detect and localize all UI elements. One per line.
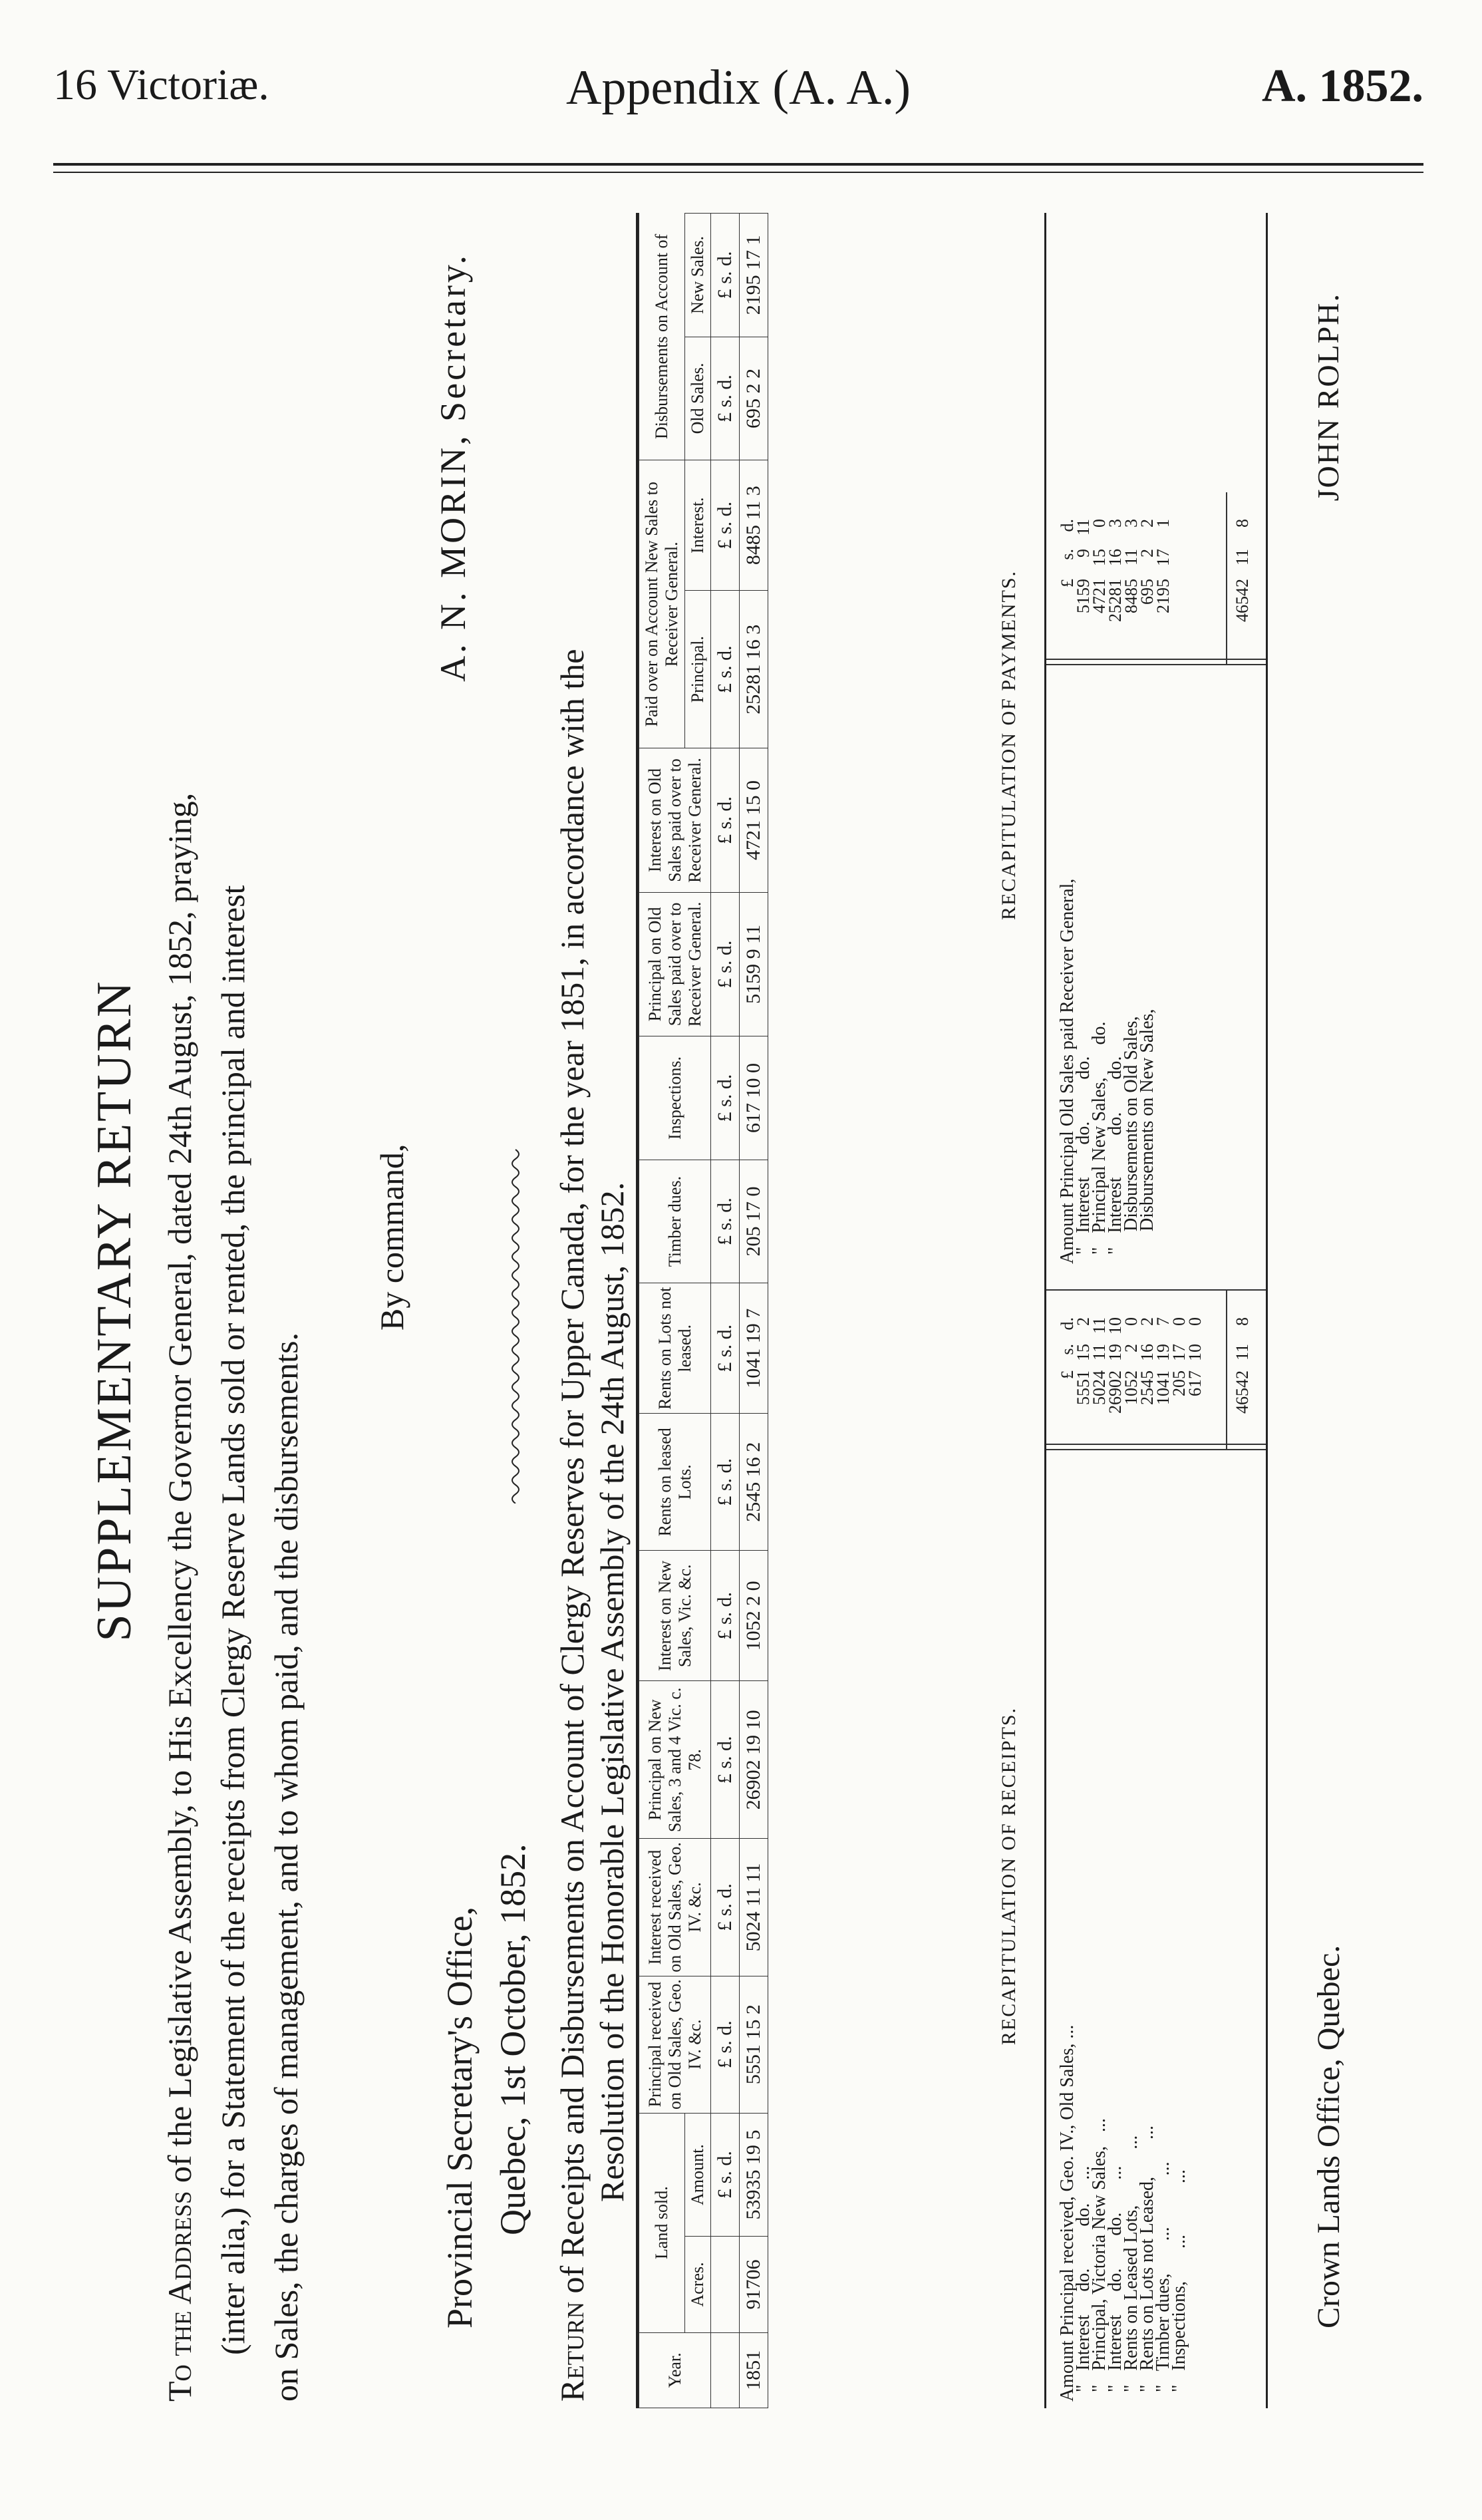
cell-year: 1851 <box>740 2332 768 2408</box>
col-interest-paid: Interest on Old Sales paid over to Receiver General. <box>639 748 711 892</box>
cell-paid-new-principal: 25281 16 3 <box>740 591 768 748</box>
wavy-divider <box>506 1144 525 1503</box>
col-rents-not-leased: Rents on Lots not leased. <box>639 1283 711 1414</box>
unit-cell: £ s. d. <box>711 2113 740 2237</box>
recap-value: 695 <box>1137 579 1157 605</box>
unit-cell: £ s. d. <box>711 337 740 460</box>
recap-value: 0 <box>1169 1317 1189 1326</box>
recap-line: " Interest do. do. ... <box>1105 2165 1125 2402</box>
recap-line: " Interest do. do. <box>1105 1056 1125 1264</box>
recap-value: 3 <box>1121 519 1141 528</box>
cell-principal-new: 26902 19 10 <box>740 1681 768 1839</box>
recap-line: " Interest do. do. <box>1073 1056 1094 1264</box>
signatory: A. N. MORIN, Secretary. <box>433 253 473 682</box>
table-row <box>740 214 768 2408</box>
cell-timber: 205 17 0 <box>740 1160 768 1283</box>
recap-value: 0 <box>1090 519 1109 528</box>
col-land-sold: Land sold. <box>639 2113 685 2332</box>
col-paid-new-principal: Principal. <box>685 591 711 748</box>
office-line-1: Provincial Secretary's Office, <box>440 1907 480 2328</box>
recap-value: 205 <box>1169 1370 1189 1396</box>
unit-cell: £ s. d. <box>711 460 740 591</box>
cell-rents-not-leased: 1041 19 7 <box>740 1283 768 1414</box>
column-rule <box>1046 1444 1266 1445</box>
recap-value: 4721 <box>1090 579 1109 613</box>
address-paragraph <box>153 220 313 2402</box>
address-line-3: on Sales, the charges of management, and to whom paid, and the disbursements. <box>267 1332 305 2402</box>
recap-line: " Rents on Lots not Leased, ... <box>1137 2125 1157 2402</box>
office-line-2: Quebec, 1st October, 1852. <box>493 1843 533 2235</box>
recap-line: " Rents on Leased Lots, ... <box>1121 2135 1141 2402</box>
recap-value: 26902 <box>1106 1370 1125 1414</box>
total-pence: 8 <box>1233 519 1252 528</box>
cell-rents-leased: 2545 16 2 <box>740 1414 768 1551</box>
unit-cell: £ s. d. <box>711 748 740 892</box>
recap-value: 1 <box>1153 519 1173 528</box>
rotated-page-body <box>86 213 1404 2408</box>
cell-interest-new: 1052 2 0 <box>740 1551 768 1681</box>
unit-label: d. <box>1058 519 1077 532</box>
recap-line: " Principal New Sales, do. <box>1089 1021 1110 1264</box>
total-shillings: 11 <box>1233 1344 1252 1361</box>
recap-payments-values <box>1060 512 1171 645</box>
return-lead: Return <box>553 2301 591 2402</box>
recap-value: 15 <box>1074 1344 1093 1361</box>
col-paid-new-interest: Interest. <box>685 460 711 591</box>
recap-value: 2545 <box>1137 1370 1157 1405</box>
unit-cell: £ s. d. <box>711 591 740 748</box>
recap-receipts-total <box>1233 1317 1253 1430</box>
recap-value: 5159 <box>1074 579 1093 613</box>
recap-receipts-lines <box>1057 1470 1189 2402</box>
crown-lands-office: Crown Lands Office, Quebec. <box>1311 1945 1346 2328</box>
recap-value-row <box>1155 512 1171 645</box>
col-inspections: Inspections. <box>639 1036 711 1160</box>
year-label: A. 1852. <box>1261 61 1423 112</box>
unit-label: s. <box>1058 1344 1077 1355</box>
unit-cell: £ s. d. <box>711 1414 740 1551</box>
appendix-label: Appendix (A. A.) <box>566 61 911 115</box>
recap-value: 3 <box>1106 519 1125 528</box>
col-paid-new-group: Paid over on Account New Sales to Receiver General. <box>639 460 685 748</box>
recap-value: 0 <box>1121 1317 1141 1326</box>
recap-value: 5551 <box>1074 1370 1093 1405</box>
cell-principal-paid: 5159 9 11 <box>740 892 768 1036</box>
recap-value: 1041 <box>1153 1370 1173 1405</box>
header-rule-thin <box>53 172 1423 173</box>
recap-value: 11 <box>1121 549 1141 566</box>
col-amount: Amount. <box>685 2113 711 2237</box>
col-disb-group: Disbursements on Account of <box>639 214 685 460</box>
recap-payments-title: RECAPITULATION OF PAYMENTS. <box>998 569 1020 921</box>
session-label: 16 Victoriæ. <box>53 61 269 109</box>
col-disb-old: Old Sales. <box>685 337 711 460</box>
col-acres: Acres. <box>685 2237 711 2332</box>
total-rule <box>1226 492 1227 665</box>
recap-value: 17 <box>1169 1344 1189 1361</box>
recap-value: 11 <box>1090 1344 1109 1361</box>
cell-disb-new: 2195 17 1 <box>740 214 768 337</box>
column-rule <box>1046 1449 1266 1450</box>
recap-value: 16 <box>1137 1344 1157 1361</box>
unit-cell: £ s. d. <box>711 1976 740 2113</box>
header-rule <box>53 163 1423 166</box>
recap-value: 2 <box>1137 549 1157 557</box>
col-principal-new: Principal on New Sales, 3 and 4 Vic. c. 78. <box>639 1681 711 1839</box>
document-title: SUPPLEMENTARY RETURN <box>87 979 142 1642</box>
recap-line: Amount Principal received, Geo. IV., Old Sales, ... <box>1057 2024 1078 2402</box>
unit-cell: £ s. d. <box>711 214 740 337</box>
recap-value: 1052 <box>1121 1370 1141 1405</box>
column-rule <box>1046 664 1266 665</box>
col-disb-new: New Sales. <box>685 214 711 337</box>
recap-value: 2 <box>1137 1317 1157 1326</box>
signer: JOHN ROLPH. <box>1311 293 1345 502</box>
recap-value: 8485 <box>1121 579 1141 613</box>
recap-value: 10 <box>1185 1344 1205 1361</box>
unit-label: s. <box>1058 549 1077 560</box>
col-principal-old: Principal received on Old Sales, Geo. IV. &c. <box>639 1976 711 2113</box>
recap-line: Disbursements on New Sales, <box>1137 1009 1157 1264</box>
recap-value: 11 <box>1090 1317 1109 1335</box>
recap-value: 16 <box>1106 549 1125 566</box>
recap-line: " Principal, Victoria New Sales, ... <box>1089 2118 1110 2402</box>
recap-payments-total <box>1233 512 1253 645</box>
cell-disb-old: 695 2 2 <box>740 337 768 460</box>
recap-value: 17 <box>1153 549 1173 566</box>
cell-amount: 53935 19 5 <box>740 2113 768 2237</box>
total-pounds: 46542 <box>1233 1370 1252 1414</box>
recap-value: 15 <box>1090 549 1109 566</box>
recapitulation-box <box>1044 213 1268 2408</box>
total-pence: 8 <box>1233 1317 1252 1326</box>
recap-value: 7 <box>1153 1317 1173 1326</box>
recap-receipts-title: RECAPITULATION OF RECEIPTS. <box>998 1706 1020 2046</box>
address-lead: To the Address <box>161 2191 198 2402</box>
recap-value: 2 <box>1121 1344 1141 1352</box>
return-line-2: Resolution of the Honorable Legislative Assembly of the 24th August, 1852. <box>593 1181 631 2202</box>
cell-interest-old: 5024 11 11 <box>740 1839 768 1976</box>
column-rule <box>1046 1289 1266 1291</box>
return-heading <box>552 220 632 2402</box>
recap-value: 5024 <box>1090 1370 1109 1405</box>
recap-value: 617 <box>1185 1370 1205 1396</box>
total-rule <box>1226 1291 1227 1450</box>
cell-acres: 91706 <box>740 2237 768 2332</box>
unit-label: d. <box>1058 1317 1077 1331</box>
recap-line: " Interest do. do. ... <box>1073 2165 1094 2402</box>
recap-line: " Timber dues, ... ... <box>1153 2161 1173 2402</box>
recap-line: " Inspections, ... ... <box>1169 2169 1189 2402</box>
page-header <box>53 60 1423 120</box>
recap-value: 2195 <box>1153 579 1173 613</box>
unit-cell: £ s. d. <box>711 1839 740 1976</box>
recap-value: 2 <box>1137 519 1157 528</box>
receipts-table <box>639 213 768 2408</box>
recap-line: Amount Principal Old Sales paid Receiver General, <box>1057 878 1078 1264</box>
total-pounds: 46542 <box>1233 579 1252 622</box>
address-line-1: of the Legislative Assembly, to His Excellency the Governor General, dated 24th August, 1852, praying, <box>161 792 198 2183</box>
unit-cell: £ s. d. <box>711 1551 740 1681</box>
return-line-1: of Receipts and Disbursements on Account of Clergy Reserves for Upper Canada, for the year 1851, in accordance with the <box>553 649 591 2294</box>
units-row <box>711 214 740 2408</box>
col-rents-leased: Rents on leased Lots. <box>639 1414 711 1551</box>
col-year: Year. <box>639 2332 711 2408</box>
recap-value: 11 <box>1074 519 1093 536</box>
unit-cell: £ s. d. <box>711 1681 740 1839</box>
column-rule <box>1046 659 1266 660</box>
by-command: By command, <box>373 1144 410 1331</box>
unit-cell: £ s. d. <box>711 1283 740 1414</box>
unit-label: £ <box>1058 579 1077 587</box>
recap-value: 19 <box>1153 1344 1173 1361</box>
col-principal-paid: Principal on Old Sales paid over to Receiver General. <box>639 892 711 1036</box>
col-interest-old: Interest received on Old Sales, Geo. IV. &c. <box>639 1839 711 1976</box>
unit-label: £ <box>1058 1370 1077 1379</box>
recap-payments-lines <box>1057 665 1157 1264</box>
col-timber: Timber dues. <box>639 1160 711 1283</box>
recap-value: 0 <box>1185 1317 1205 1326</box>
unit-cell: £ s. d. <box>711 1036 740 1160</box>
unit-cell: £ s. d. <box>711 1160 740 1283</box>
recap-value-row <box>1187 1317 1203 1430</box>
recap-receipts-values <box>1060 1317 1203 1430</box>
recap-value: 10 <box>1106 1317 1125 1335</box>
recap-value: 19 <box>1106 1344 1125 1361</box>
address-line-2: (inter alia,) for a Statement of the receipts from Clergy Reserve Lands sold or rented, the principal and interest <box>214 885 251 2355</box>
recap-value: 2 <box>1074 1317 1093 1326</box>
cell-principal-old: 5551 15 2 <box>740 1976 768 2113</box>
recap-value: 9 <box>1074 549 1093 557</box>
cell-interest-paid: 4721 15 0 <box>740 748 768 892</box>
total-shillings: 11 <box>1233 549 1252 566</box>
col-interest-new: Interest on New Sales, Vic. &c. <box>639 1551 711 1681</box>
unit-cell: £ s. d. <box>711 892 740 1036</box>
recap-line: Disbursements on Old Sales, <box>1121 1016 1141 1264</box>
cell-inspections: 617 10 0 <box>740 1036 768 1160</box>
cell-paid-new-interest: 8485 11 3 <box>740 460 768 591</box>
recap-value: 25281 <box>1106 579 1125 622</box>
